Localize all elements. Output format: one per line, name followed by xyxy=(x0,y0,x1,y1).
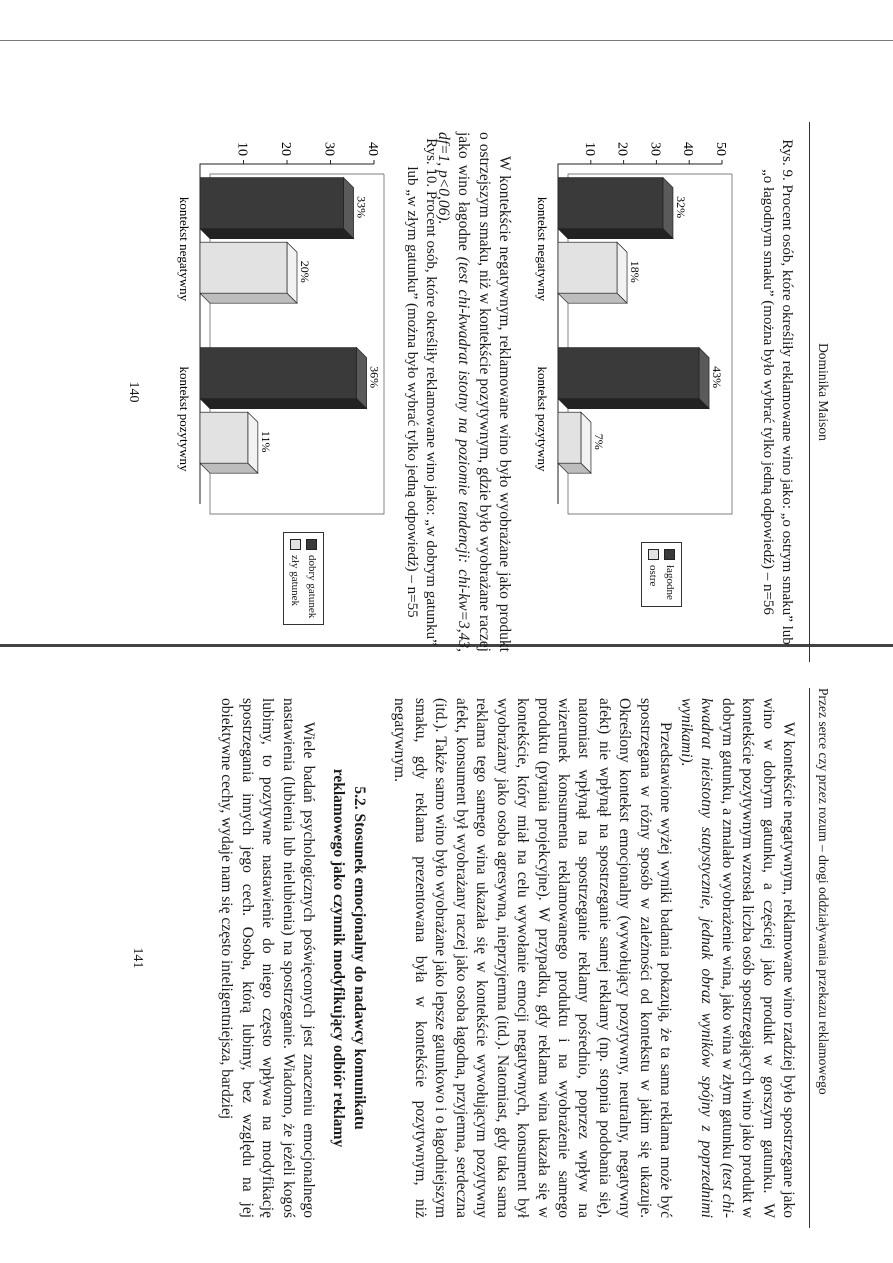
bar-value-label: 33% xyxy=(354,196,369,219)
legend-item-zly xyxy=(287,539,304,618)
paragraph-1 xyxy=(675,698,798,1218)
bar-value-label: 43% xyxy=(710,366,725,389)
header-rule xyxy=(809,688,810,1228)
bar-side xyxy=(558,293,627,303)
category-label: kontekst negatywny xyxy=(177,196,192,302)
page-number-141-label: 141 xyxy=(130,947,145,969)
figure-9-svg xyxy=(532,122,742,662)
y-tick-label: 10 xyxy=(234,142,250,156)
figure-10-legend xyxy=(283,532,324,625)
bar-top xyxy=(287,242,297,303)
scan-edge-top xyxy=(0,40,893,41)
bar-side xyxy=(558,399,709,409)
paragraph-1-stat: (test chi-kwadrat nieistotny statystycznie, jednak obraz wyników spójny z poprzednimi wynikami). xyxy=(677,698,736,1218)
category-label: kontekst pozytywny xyxy=(535,366,550,472)
bar-value-label: 36% xyxy=(367,366,382,389)
y-tick-label: 40 xyxy=(680,142,696,156)
bar-value-label: 20% xyxy=(298,260,312,283)
category-label: kontekst negatywny xyxy=(535,196,550,302)
legend-label: ostre xyxy=(647,565,660,587)
legend-swatch-dark xyxy=(664,549,675,560)
header-rule xyxy=(809,122,810,662)
figure-10-chart xyxy=(174,122,394,662)
bar xyxy=(200,178,344,229)
bar xyxy=(558,412,581,463)
bar xyxy=(200,412,248,463)
page-number-140: 140 xyxy=(126,381,141,403)
bar xyxy=(558,348,699,399)
section-heading-line-2: reklamowego jako czynnik modyfikujący odbiór reklamy xyxy=(330,768,348,1148)
section-heading-line-1: 5.2. Stosunek emocjonalny do nadawcy komunikatu xyxy=(350,786,368,1130)
bar-side xyxy=(200,463,258,473)
bar-top xyxy=(357,348,367,409)
paragraph-text: W kontekście negatywnym, reklamowane wino było wyobrażane jako produkt o ostrzejszym smaku, niż w kontekście pozytywnym, gdzie było wyobrażane raczej jako wino łagodne xyxy=(455,132,513,652)
paragraph-2: Przedstawione wyżej wyniki badania pokazują, że ta sama reklama może być spostrzegana w różny sposób w zależności od kontekstu w jakim się ukazuje. Określony kontekst emocjonalny (wywołujący pozytywny, neutralny, negatywny afekt) nie wpłynął na spostrzeganie samej reklamy (np. stopnia podobania się), natomiast wpłynął na spostrzeganie reklamy pośrednio, poprzez wpływ na wizerunek konsumenta reklamowanego produktu i na wyobrażenie samego produktu (pytania projekcyjne). W przypadku, gdy reklama wina ukazała się w kontekście, który miał na celu wywołanie emocji negatywnych, konsument był wyobrażany jako osoba agresywna, nieprzyjemna (itd.). Natomiast, gdy taka sama reklama tego samego wina ukazała się w kontekście wywołującym pozytywny afekt, konsument był wyobrażany raczej jako osoba łagodna, przyjemna, serdeczna (itd.). Także samo wino było wyobrażane jako lepsze gatunkowo i o łagodniejszym smaku, gdy reklama prezentowana była w kontekście pozytywnym, niż negatywnym. xyxy=(391,698,675,1218)
legend-swatch-light xyxy=(290,539,301,550)
y-tick-label: 30 xyxy=(647,142,663,156)
legend-label: łagodne xyxy=(664,565,676,600)
paragraph-page-140 xyxy=(432,132,514,652)
bar-top xyxy=(663,178,673,239)
page-141 xyxy=(122,688,832,1228)
bar-value-label: 18% xyxy=(628,260,643,283)
legend-item-dobry xyxy=(304,539,321,618)
legend-item-lagodne xyxy=(662,549,679,600)
bar xyxy=(200,242,287,293)
y-tick-label: 40 xyxy=(365,142,380,156)
paragraph-stat: (test chi-kwadrat istotny na poziomie tendencji: chi-kw=3,43, df=1, p<0,06). xyxy=(434,132,473,652)
bar-side xyxy=(200,229,354,239)
legend-swatch-light xyxy=(648,549,659,560)
paragraph-3: Wiele badań psychologicznych poświęconych jest znaczeniu emocjonalnego nastawienia (lubienia lub nielubienia) na spostrzeganie. Wiadomo, że jeżeli kogoś lubimy, to pozytywne nastawienie do niego często wpływa na modyfikację spostrzegania innych jego cech. Osoba, którą lubimy, bez względu na jej obiektywne cechy, wydaje nam się często inteligentniejsza, bardziej xyxy=(218,698,318,1218)
bar-top xyxy=(699,348,709,409)
bar-top xyxy=(581,412,591,473)
bar-top xyxy=(344,178,354,239)
paragraph-1-text: W kontekście negatywnym, reklamowane wino rzadziej było spostrzegane jako wino w dobrym gatunku, a częściej jako produkt w gorszym gatunku. W kontekście pozytywnym wzrosła liczba osób spostrzegających wino jako produkt w dobrym gatunku, a zmalało wyobrażenie wina, jako wina w złym gatunku xyxy=(718,698,797,1218)
bar-side xyxy=(200,399,367,409)
figure-9-caption: Rys. 9. Procent osób, które określiły reklamowane wino jako: „o ostrym smaku” lub „o łagodnym smaku” (można było wybrać tylko jedną odpowiedź) – n=56 xyxy=(760,139,795,645)
bar-value-label: 32% xyxy=(673,196,688,219)
figure-10-caption: Rys. 10. Procent osób, które określiły reklamowane wino jako: „w dobrym gatunku” lub „w złym gatunku” (można było wybrać tylko jedną odpowiedź) – n=55 xyxy=(404,138,439,646)
page-140 xyxy=(122,122,832,662)
legend-swatch-dark xyxy=(306,539,317,550)
y-tick-label: 50 xyxy=(713,142,728,156)
bar-top xyxy=(617,242,627,303)
bar xyxy=(200,348,357,399)
running-header-title: Przez serce czy przez rozum – drogi oddziaływania przekazu reklamowego xyxy=(816,688,831,1095)
bar xyxy=(558,178,663,229)
y-tick-label: 10 xyxy=(581,142,597,156)
y-tick-label: 30 xyxy=(321,142,337,156)
figure-9-chart xyxy=(532,122,742,662)
section-heading xyxy=(328,698,369,1218)
bar-value-label: 11% xyxy=(258,430,273,453)
legend-label: zły gatunek xyxy=(289,555,302,607)
legend-item-ostre xyxy=(645,549,662,600)
bar-side xyxy=(558,229,673,239)
running-header-author: Dominika Maison xyxy=(816,343,831,441)
category-label: kontekst pozytywny xyxy=(177,366,192,472)
figure-9-legend xyxy=(641,542,682,607)
bar-value-label: 7% xyxy=(591,433,606,450)
y-tick-label: 20 xyxy=(614,142,630,156)
bar xyxy=(558,242,617,293)
y-tick-label: 20 xyxy=(278,142,293,156)
bar-top xyxy=(248,412,258,473)
legend-label: dobry gatunek xyxy=(306,555,318,619)
bar-side xyxy=(200,293,297,303)
text-column-page-141 xyxy=(216,698,798,1218)
